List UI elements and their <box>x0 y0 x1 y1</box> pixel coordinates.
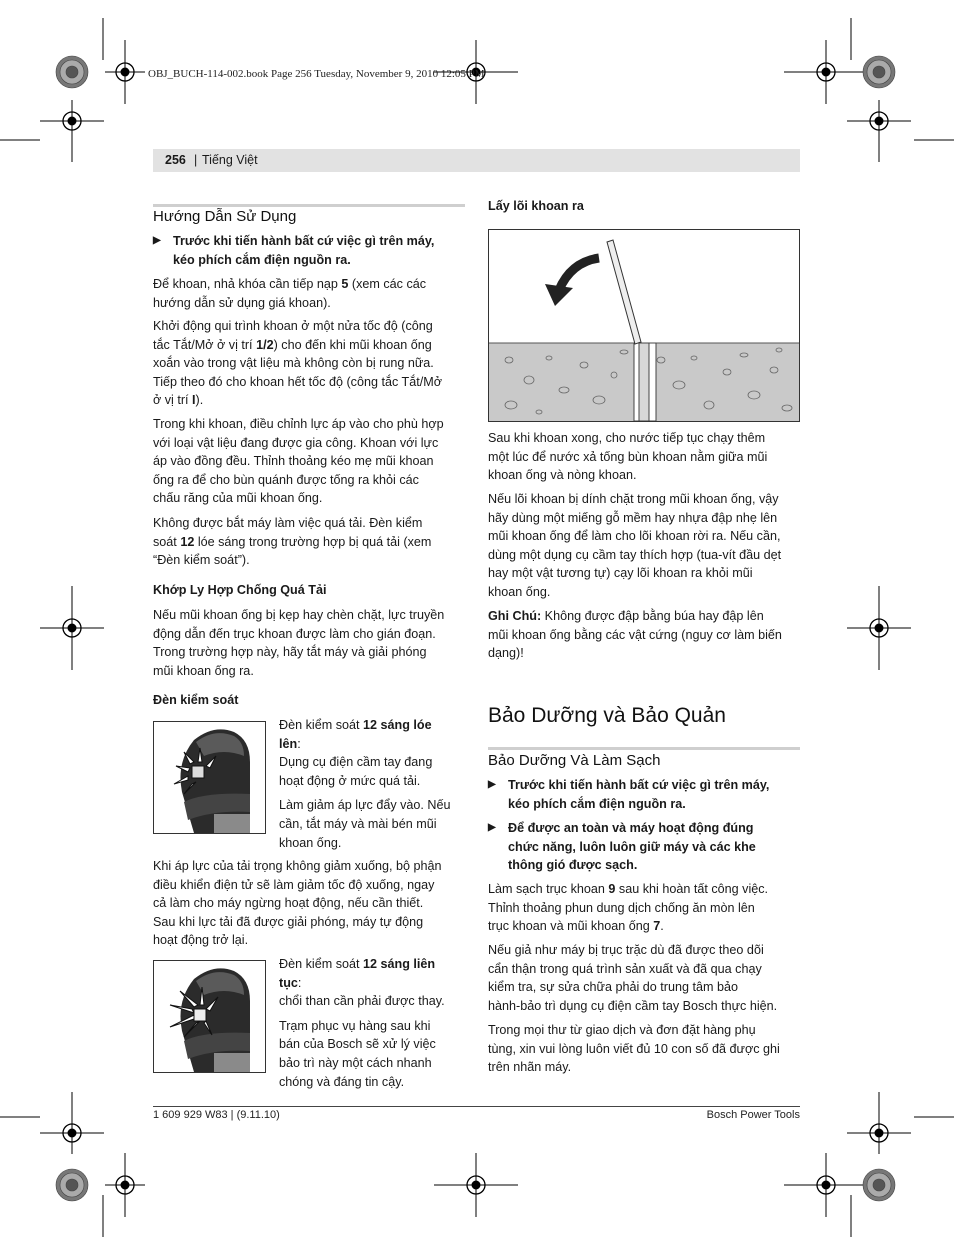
text: hoạt động trở lại. <box>153 933 249 948</box>
text: với loại vật liệu đang được gia công. Khoan với lực <box>153 435 439 450</box>
section-rule <box>153 204 465 207</box>
text: bán của Bosch sẽ xử lý việc <box>279 1037 436 1052</box>
text: Nếu mũi khoan ống bị kẹp hay chèn chặt, lực truyền <box>153 608 445 622</box>
paragraph <box>488 490 800 602</box>
text: Không được đập bằng búa hay đập lên <box>541 609 764 623</box>
section-title: Hướng Dẫn Sử Dụng <box>153 208 297 225</box>
text: khoan ống. <box>279 835 342 850</box>
text: chổi than cần phải được thay. <box>279 994 445 1009</box>
print-slug: OBJ_BUCH-114-002.book Page 256 Tuesday, November 9, 2010 12:05 PM <box>148 68 485 80</box>
text: áp vào đồng đều. Thỉnh thoảng kéo mẹ mũi khoan <box>153 454 434 469</box>
lamp-state: 12 sáng liên <box>363 957 436 971</box>
text: trục khoan và mũi khoan ống <box>488 919 654 934</box>
footer-brand: Bosch Power Tools <box>706 1109 800 1121</box>
text: ống ra để cho bùn quánh được tống ra khỏi các <box>153 472 419 487</box>
note-label: Ghi Chú: <box>488 609 542 623</box>
text: Trong mọi thư từ giao dịch và đơn đặt hàng phụ <box>488 1023 756 1037</box>
text: Khởi động qui trình khoan ở một nửa tốc độ (công <box>153 319 433 333</box>
bullet-line: Trước khi tiến hành bất cứ việc gì trên máy, <box>508 778 770 792</box>
text: Không được bắt máy làm việc quá tải. Đèn kiểm <box>153 516 423 530</box>
text: chấu răng của mũi khoan ống. <box>153 491 323 506</box>
text: mũi khoan ống ra. <box>153 663 254 678</box>
page-header <box>153 149 800 172</box>
lamp-state: lên <box>279 736 298 751</box>
text: : <box>297 975 302 990</box>
text: Trong trường hợp này, hãy tắt máy và giải phóng <box>153 645 427 660</box>
triangle-right-icon: ▶ <box>153 235 161 246</box>
paragraph <box>488 1021 800 1077</box>
paragraph <box>153 317 465 410</box>
text: khoan ống và nòng khoan. <box>488 468 637 483</box>
text: hướng dẫn sử dụng giá khoan). <box>153 295 331 310</box>
core-removal-illustration <box>488 229 800 422</box>
text: Trạm phục vụ hàng sau khi <box>279 1018 431 1033</box>
text: dạng)! <box>488 646 524 661</box>
bullet-line: Trước khi tiến hành bất cứ việc gì trên máy, <box>173 234 435 248</box>
ref-number: 9 <box>608 882 616 896</box>
lamp-description <box>279 955 465 1091</box>
bullet-line: kéo phích cắm điện nguồn ra. <box>173 252 351 267</box>
text: Khi áp lực của tải trọng không giảm xuống, bộ phận <box>153 859 442 873</box>
text: động dẫn đến trục khoan được làm cho gián đoạn. <box>153 626 436 641</box>
bullet-line: kéo phích cắm điện nguồn ra. <box>508 796 686 811</box>
bullet-line: Để được an toàn và máy hoạt động đúng <box>508 821 754 835</box>
paragraph <box>153 514 465 570</box>
paragraph <box>153 275 465 312</box>
text: một lúc để nước xả tống bùn khoan nằm giữa mũi <box>488 449 768 464</box>
text: tùng, xin vui lòng luôn viết đủ 10 con số đã được ghi <box>488 1041 780 1056</box>
indicator-lamp-steady-image <box>153 960 266 1073</box>
text: : <box>297 736 301 751</box>
text: tắc Tắt/Mở ở vị trí <box>153 337 257 352</box>
text: Nếu giả như máy bị trục trặc dù đã được theo dõi <box>488 943 764 957</box>
text: soát <box>153 534 181 549</box>
text: khoan ống. <box>488 584 551 599</box>
lamp-state: 12 sáng lóe <box>363 718 432 732</box>
text: Sau khi khoan xong, cho nước tiếp tục chạy thêm <box>488 431 766 445</box>
paragraph <box>488 941 800 1015</box>
header-language: Tiếng Việt <box>202 153 258 167</box>
subheading: Đèn kiểm soát <box>153 693 239 707</box>
ref-number: 5 <box>341 277 349 291</box>
note-paragraph <box>488 607 800 663</box>
text: cả làm cho máy ngừng hoạt động, nếu cần thiết. <box>153 896 424 911</box>
text: Làm sạch trục khoan <box>488 882 609 896</box>
text: điều khiển điện tử sẽ làm giảm tốc độ xuống, ngay <box>153 877 435 892</box>
text: Sau khi lực tải đã được giải phóng, máy tự động <box>153 914 424 929</box>
text: mũi khoan ống bằng các vật cứng (nguy cơ làm biến <box>488 627 782 642</box>
text: bảo trì này một cách nhanh <box>279 1055 432 1070</box>
page-number: 256 <box>165 153 186 167</box>
ref-number: 7 <box>653 919 661 934</box>
ref-number: 1/2 <box>256 337 274 352</box>
chapter-title: Bảo Dưỡng và Bảo Quản <box>488 704 726 727</box>
bullet-line: chức năng, luôn luôn giữ máy và các khe <box>508 839 756 854</box>
text: mũi khoan ống để làm cho lõi khoan rời ra. Nếu cần, <box>488 529 781 544</box>
ref-number: I <box>192 393 196 408</box>
triangle-right-icon: ▶ <box>488 779 496 790</box>
text: cẩn thận trong quá trình sản xuất và đã qua chạy <box>488 961 762 976</box>
paragraph <box>488 880 800 936</box>
text: ) cho đến khi mũi khoan ống <box>273 337 432 352</box>
indicator-lamp-flashing-image <box>153 721 266 834</box>
text: hãy dùng một miếng gỗ mềm hay nhựa đập nhẹ lên <box>488 510 778 525</box>
footer-rule <box>153 1106 800 1107</box>
text: hoạt động ở mức quá tải. <box>279 773 421 788</box>
text: lóe sáng trong trường hợp bị quá tải (xem <box>194 534 432 549</box>
text: Tiếp theo đó cho khoan hết tốc độ (công tắc Tắt/Mở <box>153 374 442 389</box>
text: Làm giảm áp lực đẩy vào. Nếu <box>279 798 451 813</box>
lamp-state: tục <box>279 975 298 990</box>
subheading: Khớp Ly Hợp Chống Quá Tải <box>153 583 327 597</box>
text: ). <box>195 393 204 408</box>
text: xoắn vào trong vật liệu mà không còn bị rung nữa. <box>153 356 434 371</box>
paragraph <box>153 606 465 680</box>
text: chóng và đáng tin cậy. <box>279 1074 405 1089</box>
text: trên nhãn máy. <box>488 1060 572 1075</box>
triangle-right-icon: ▶ <box>488 822 496 833</box>
text: Trong khi khoan, điều chỉnh lực áp vào cho phù hợp <box>153 417 444 431</box>
section-title: Bảo Dưỡng Và Làm Sạch <box>488 752 661 769</box>
text: Đèn kiểm soát <box>279 718 363 732</box>
text: hành-bảo trì dụng cụ điện cầm tay Bosch thực hiện. <box>488 998 778 1013</box>
paragraph <box>488 429 800 485</box>
paragraph <box>153 857 465 950</box>
text: dùng một dụng cụ cầm tay thích hợp (tua-vít đầu dẹt <box>488 547 782 562</box>
subheading: Lấy lõi khoan ra <box>488 199 584 213</box>
text: kiểm tra, sự sửa chữa phải do trung tâm bảo <box>488 980 738 995</box>
text: ở vị trí <box>153 393 193 408</box>
text: “Đèn kiểm soát”). <box>153 553 250 568</box>
bullet-line: thông gió được sạch. <box>508 858 638 873</box>
ref-number: 12 <box>180 534 195 549</box>
header-separator: | <box>194 153 198 167</box>
text: Nếu lõi khoan bị dính chặt trong mũi khoan ống, vậy <box>488 492 779 506</box>
text: sau khi hoàn tất công việc. <box>615 882 769 896</box>
text: Dụng cụ điện cầm tay đang <box>279 755 433 770</box>
text: . <box>660 919 664 934</box>
text: Thỉnh thoảng phun dung dịch chống ăn mòn lên <box>488 900 755 915</box>
lamp-description <box>279 716 465 852</box>
text: cần, tắt máy và mài bén mũi <box>279 816 437 831</box>
paragraph <box>153 415 465 508</box>
text: Để khoan, nhả khóa cần tiếp nạp <box>153 277 342 291</box>
text: (xem các các <box>348 277 427 291</box>
footer-doc-number: 1 609 929 W83 | (9.11.10) <box>153 1109 280 1121</box>
section-rule <box>488 747 800 750</box>
text: Đèn kiểm soát <box>279 957 363 971</box>
text: hay một vật tương tự) cạy lõi khoan ra khỏi mũi <box>488 566 753 581</box>
